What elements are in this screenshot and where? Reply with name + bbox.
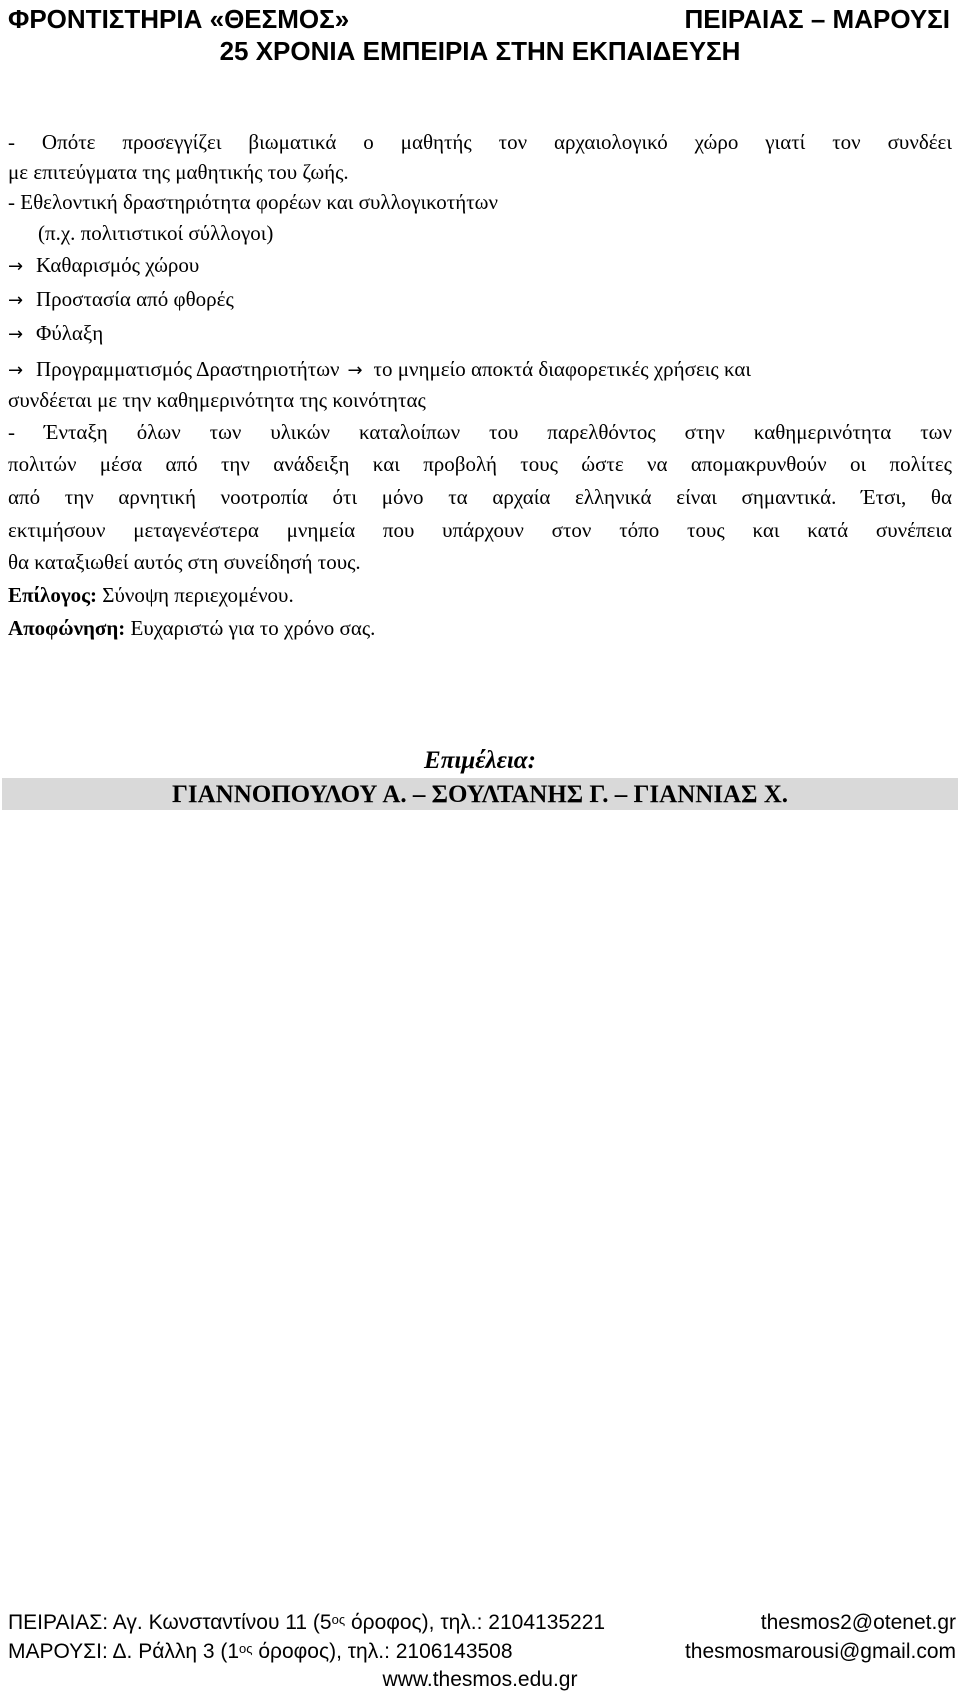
paragraph-line: θα καταξιωθεί αυτός στη συνείδησή τους. bbox=[8, 550, 361, 574]
footer-piraeus-email[interactable]: thesmos2@otenet.gr bbox=[760, 1611, 956, 1634]
header-locations: ΠΕΙΡΑΙΑΣ – ΜΑΡΟΥΣΙ bbox=[684, 4, 950, 34]
body-line: συνδέεται με την καθημερινότητα της κοινότητας bbox=[8, 388, 426, 412]
arrow-right-icon: → bbox=[8, 256, 24, 277]
epilogue-label: Επίλογος: bbox=[8, 583, 98, 607]
paragraph-line: πολιτών μέσα από την ανάδειξη και προβολή τους ώστε να απομακρυνθούν οι πολίτες bbox=[8, 452, 952, 476]
body-line: (π.χ. πολιτιστικοί σύλλογοι) bbox=[38, 221, 274, 245]
bullet-item: → Προστασία από φθορές bbox=[8, 287, 234, 311]
arrow-right-icon: → bbox=[8, 290, 24, 311]
epilogue-text: Σύνοψη περιεχομένου. bbox=[97, 583, 294, 607]
arrow-right-icon: → bbox=[8, 324, 24, 345]
paragraph-line: εκτιμήσουν μεταγενέστερα μνημεία που υπάρχουν στον τόπο τους και κατά συνέπεια bbox=[8, 518, 952, 542]
body-line: - Οπότε προσεγγίζει βιωματικά ο μαθητής τον αρχαιολογικό χώρο γιατί τον συνδέει bbox=[8, 130, 952, 154]
footer-marousi-email[interactable]: thesmosmarousi@gmail.com bbox=[684, 1640, 956, 1663]
footer-piraeus-address: ΠΕΙΡΑΙΑΣ: Αγ. Κωνσταντίνου 11 ($5^{o\varsigma}$ όροφος), τηλ.: 2104135221 bbox=[8, 1611, 606, 1634]
bullet-item: → Καθαρισμός χώρου bbox=[8, 253, 200, 277]
body-line: με επιτεύγματα της μαθητικής του ζωής. bbox=[8, 160, 349, 184]
closing-text: Ευχαριστώ για το χρόνο σας. bbox=[125, 616, 376, 640]
header-tagline: 25 ΧΡΟΝΙΑ ΕΜΠΕΙΡΙΑ ΣΤΗΝ ΕΚΠΑΙΔΕΥΣΗ bbox=[219, 36, 741, 66]
credits-names: ΓΙΑΝΝΟΠΟΥΛΟΥ Α. – ΣΟΥΛΤΑΝΗΣ Γ. – ΓΙΑΝΝΙΑΣ Χ. bbox=[171, 781, 789, 808]
footer-marousi-address: ΜΑΡΟΥΣΙ: Δ. Ράλλη 3 ($1^{o\varsigma}$ όροφος), τηλ.: 2106143508 bbox=[8, 1640, 513, 1663]
arrow-right-icon: → bbox=[347, 360, 363, 381]
closing-label: Αποφώνηση: bbox=[8, 616, 126, 640]
paragraph-line: - Ένταξη όλων των υλικών καταλοίπων του παρελθόντος στην καθημερινότητα των bbox=[8, 420, 952, 444]
arrow-right-icon: → bbox=[8, 360, 24, 381]
body-line: - Εθελοντική δραστηριότητα φορέων και συλλογικοτήτων bbox=[8, 190, 498, 214]
header-brand: ΦΡΟΝΤΙΣΤΗΡΙΑ «ΘΕΣΜΟΣ» bbox=[8, 4, 350, 34]
closing-line bbox=[8, 616, 375, 640]
footer-website[interactable]: www.thesmos.edu.gr bbox=[382, 1668, 578, 1691]
paragraph-line: από την αρνητική νοοτροπία ότι μόνο τα αρχαία ελληνικά είναι σημαντικά. Έτσι, θα bbox=[8, 485, 952, 509]
epilogue-line bbox=[8, 583, 294, 607]
bullet-item: → Προγραμματισμός Δραστηριοτήτων → το μνημείο αποκτά διαφορετικές χρήσεις και bbox=[8, 357, 752, 381]
credits-title: Επιμέλεια: bbox=[424, 747, 536, 774]
bullet-item: → Φύλαξη bbox=[8, 321, 104, 345]
